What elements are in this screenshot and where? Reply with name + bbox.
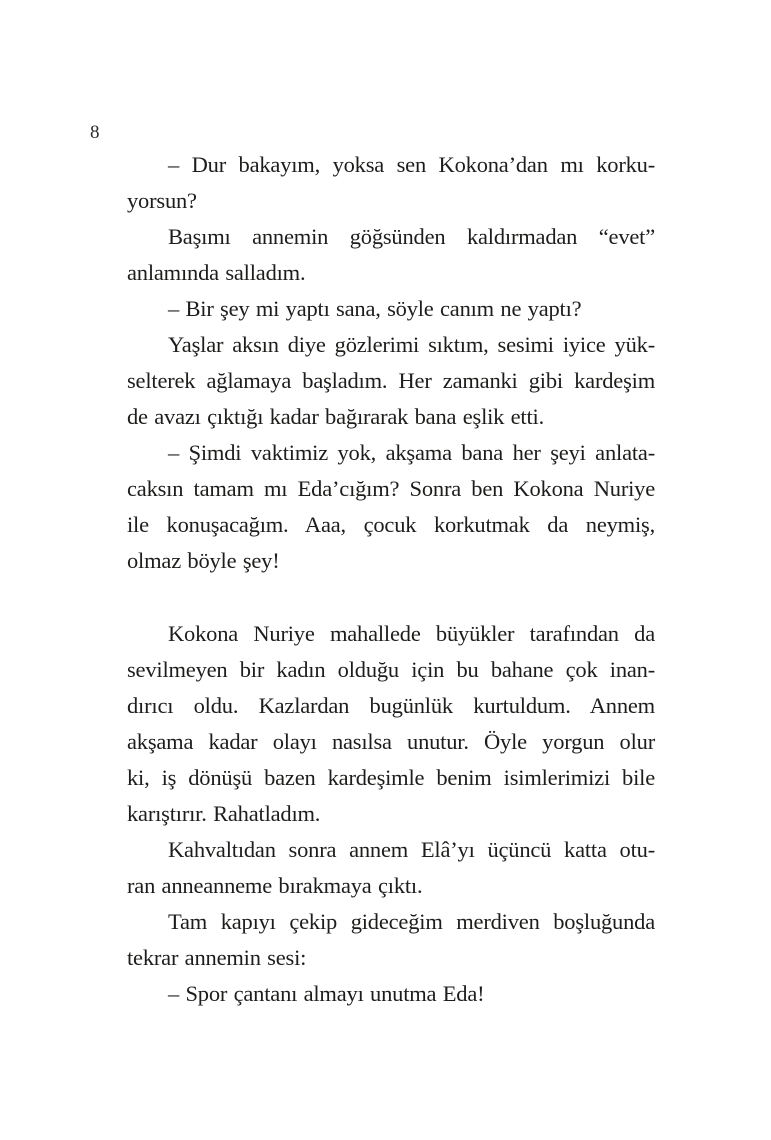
paragraph bbox=[127, 616, 655, 832]
paragraph bbox=[127, 976, 655, 1012]
text-line: karıştırır. Rahatladım. bbox=[127, 801, 321, 826]
text-line: Tam kapıyı çekip gideceğim merdiven boşluğunda bbox=[168, 909, 655, 934]
text-line: Kokona Nuriye mahallede büyükler tarafından da bbox=[168, 621, 655, 646]
text-line: – Dur bakayım, yoksa sen Kokona’dan mı korku- bbox=[168, 152, 655, 177]
text-line: selterek ağlamaya başladım. Her zamanki gibi kardeşim bbox=[127, 368, 655, 393]
paragraph bbox=[127, 832, 655, 904]
text-line: dırıcı oldu. Kazlardan bugünlük kurtuldum. Annem bbox=[127, 693, 655, 718]
text-line: sevilmeyen bir kadın olduğu için bu bahane çok inan- bbox=[127, 657, 655, 682]
paragraph bbox=[127, 147, 655, 219]
text-line: ran anneanneme bırakmaya çıktı. bbox=[127, 873, 423, 898]
text-line: ile konuşacağım. Aaa, çocuk korkutmak da neymiş, bbox=[127, 512, 655, 537]
text-line: anlamında salladım. bbox=[127, 260, 306, 285]
text-line: – Bir şey mi yaptı sana, söyle canım ne yaptı? bbox=[168, 296, 582, 321]
paragraph bbox=[127, 435, 655, 579]
text-line: Kahvaltıdan sonra annem Elâ’yı üçüncü katta otu- bbox=[168, 837, 655, 862]
text-line: – Şimdi vaktimiz yok, akşama bana her şeyi anlata- bbox=[168, 440, 655, 465]
text-block bbox=[127, 147, 655, 1012]
page-number: 8 bbox=[90, 122, 100, 143]
paragraph bbox=[127, 219, 655, 291]
paragraph bbox=[127, 327, 655, 435]
text-line: caksın tamam mı Eda’cığım? Sonra ben Kokona Nuriye bbox=[127, 476, 655, 501]
paragraph bbox=[127, 291, 655, 327]
text-line: ki, iş dönüşü bazen kardeşimle benim isimlerimizi bile bbox=[127, 765, 655, 790]
text-line: yorsun? bbox=[127, 188, 197, 213]
text-line: Yaşlar aksın diye gözlerimi sıktım, sesimi iyice yük- bbox=[168, 332, 655, 357]
paragraph bbox=[127, 904, 655, 976]
text-line: olmaz böyle şey! bbox=[127, 548, 280, 573]
text-line: de avazı çıktığı kadar bağırarak bana eşlik etti. bbox=[127, 404, 545, 429]
text-line: tekrar annemin sesi: bbox=[127, 945, 307, 970]
text-line: akşama kadar olayı nasılsa unutur. Öyle yorgun olur bbox=[127, 729, 655, 754]
text-line: Başımı annemin göğsünden kaldırmadan “evet” bbox=[168, 224, 655, 249]
text-line: – Spor çantanı almayı unutma Eda! bbox=[168, 981, 485, 1006]
